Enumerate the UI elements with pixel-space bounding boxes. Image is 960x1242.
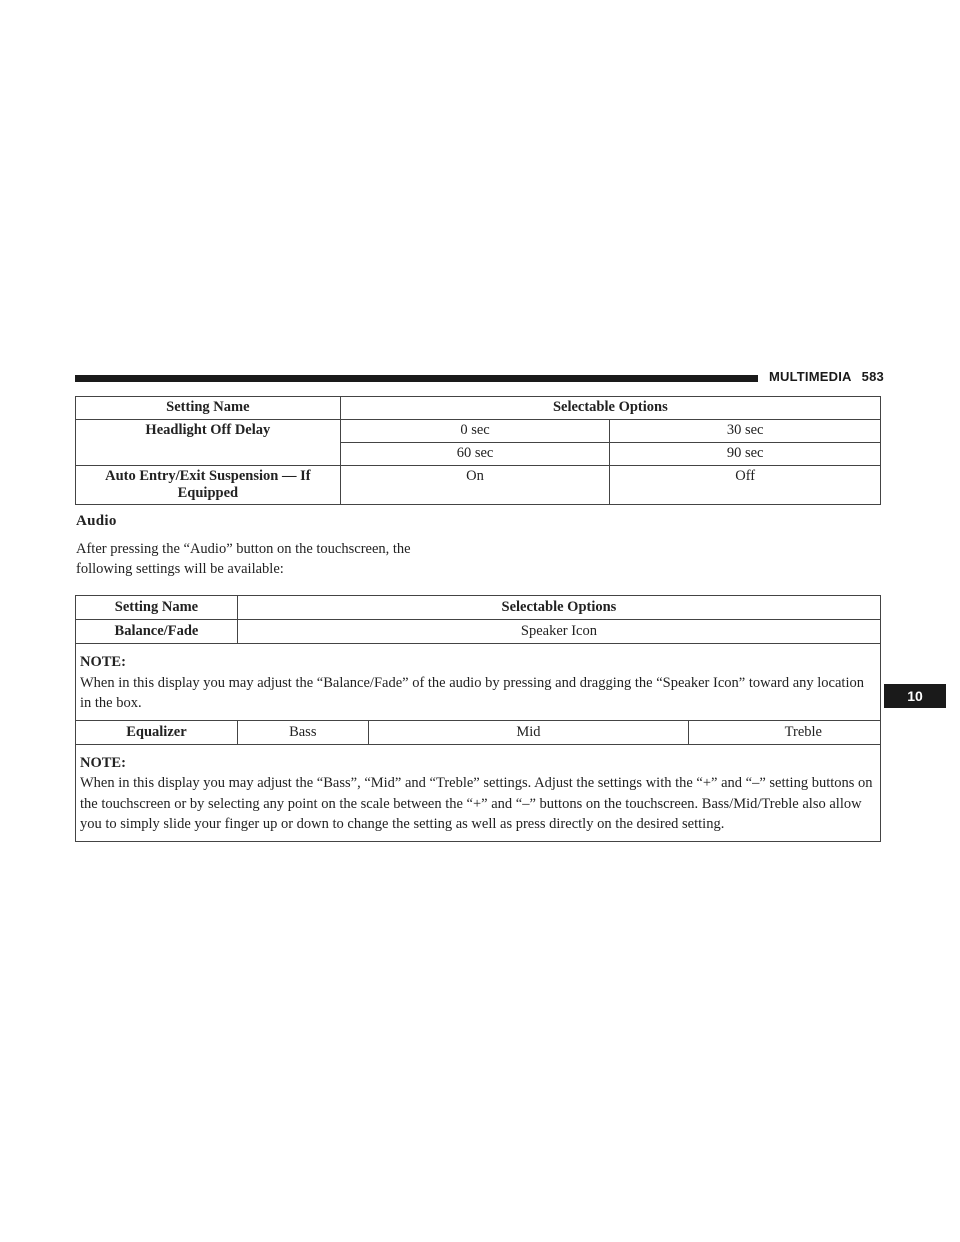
header-selectable-options: Selectable Options (552, 399, 668, 415)
header-selectable-options: Selectable Options (501, 599, 617, 615)
option-cell: Speaker Icon (237, 620, 880, 644)
audio-intro-paragraph: After pressing the “Audio” button on the touchscreen, the following settings will be available: (76, 541, 411, 577)
chapter-tab: 10 (884, 684, 946, 708)
option-cell: Off (610, 466, 881, 505)
note-text: When in this display you may adjust the “Balance/Fade” of the audio by pressing and dragging the “Speaker Icon” toward any location in the box. (80, 674, 864, 711)
setting-name: Equalizer (126, 723, 187, 740)
note-text: When in this display you may adjust the “Bass”, “Mid” and “Treble” settings. Adjust the settings with the “+” and “–” setting buttons on the touchscreen or by selecting any point on the scale between the “+” and “–” buttons on the touchscreen. Bass/Mid/Treble also allow you to simply slide your finger up or down to change the setting as well as press directly on the desired setting. (80, 775, 873, 832)
setting-name: Auto Entry/Exit Suspension — If Equipped (105, 468, 311, 501)
header-rule (75, 375, 758, 382)
option-cell: 90 sec (610, 443, 881, 466)
option-cell: 30 sec (610, 420, 881, 443)
table-header-row (76, 596, 881, 620)
section-title-audio: Audio (76, 513, 117, 529)
note-row (76, 744, 881, 841)
running-header (769, 369, 884, 384)
note-row (76, 644, 881, 721)
table-row (76, 720, 881, 744)
page-number: 583 (861, 369, 884, 384)
note-label: NOTE: (80, 754, 126, 771)
setting-name: Headlight Off Delay (145, 422, 271, 438)
table-header-row (76, 397, 881, 420)
note-label: NOTE: (80, 654, 126, 670)
table-row (76, 620, 881, 644)
option-cell: Bass (237, 720, 368, 744)
option-cell: Mid (368, 720, 688, 744)
option-cell: On (340, 466, 610, 505)
setting-name: Balance/Fade (114, 623, 199, 639)
section-name: MULTIMEDIA (769, 369, 852, 384)
table-row (76, 466, 881, 505)
vehicle-settings-table (75, 396, 881, 505)
audio-settings-table (75, 595, 881, 842)
header-setting-name: Setting Name (166, 399, 250, 415)
header-setting-name: Setting Name (114, 599, 199, 615)
table-row (76, 420, 881, 443)
option-cell: 0 sec (340, 420, 610, 443)
option-cell: 60 sec (340, 443, 610, 466)
option-cell: Treble (689, 720, 881, 744)
